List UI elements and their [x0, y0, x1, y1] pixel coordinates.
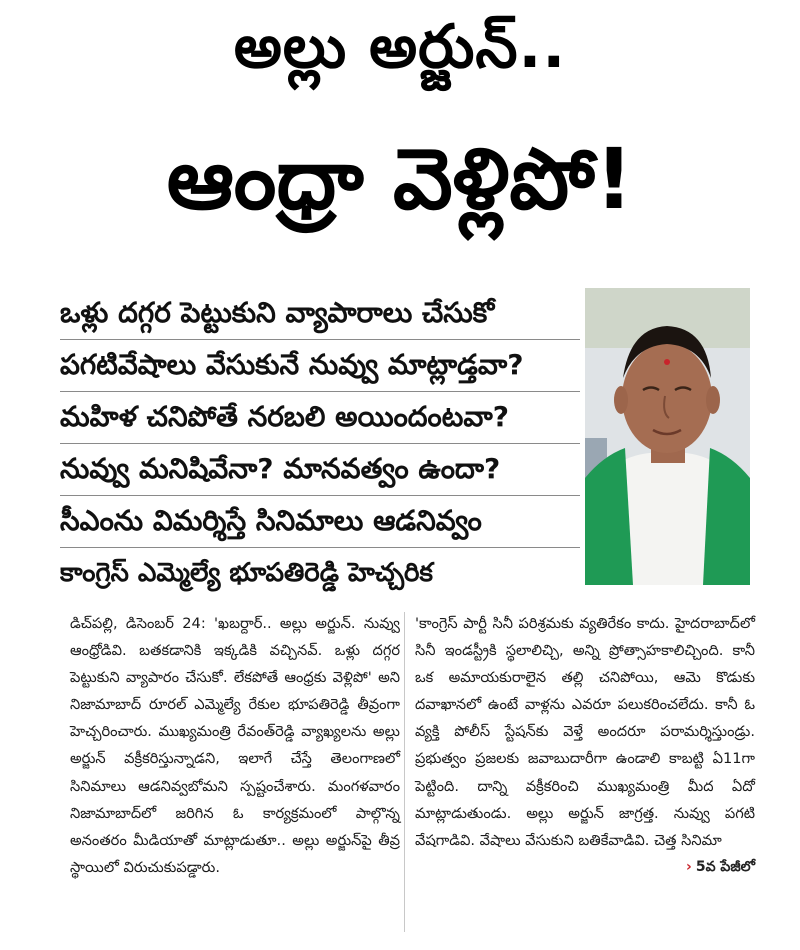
deck [60, 288, 580, 599]
article-paragraph: డిచ్‌పల్లి, డిసెంబర్ 24: 'ఖబర్దార్.. అల్లు అర్జున్. నువ్వు ఆంధ్రోడివి. బతకడానికి ఇక్కడికి వచ్చినవ్. ఒళ్లు దగ్గర పెట్టుకుని వ్యాపారం చేసుకో. లేకపోతే ఆంధ్రకు వెళ్లిపో' అని నిజామాబాద్ రూరల్ ఎమ్మెల్యే రేకుల భూపతిరెడ్డి తీవ్రంగా హెచ్చరించారు. ముఖ్యమంత్రి రేవంత్‌రెడ్డి వ్యాఖ్యలను అల్లు అర్జున్ వక్రీకరిస్తున్నాడని, ఇలాగే చేస్తే తెలంగాణలో సినిమాలు ఆడనివ్వబోమని స్పష్టంచేశారు. మంగళవారం నిజామాబాద్‌లో జరిగిన ఓ కార్యక్రమంలో పాల్గొన్న అనంతరం మీడియాతో మాట్లాడుతూ.. అల్లు అర్జున్‌పై తీవ్ర స్థాయిలో విరుచుకుపడ్డారు. [70, 615, 400, 876]
deck-byline: కాంగ్రెస్ ఎమ్మెల్యే భూపతిరెడ్డి హెచ్చరిక [60, 558, 434, 588]
portrait-illustration [585, 288, 750, 585]
deck-line: పగటివేషాలు వేసుకునే నువ్వు మాట్లాడ్తవా? [60, 340, 580, 392]
continued-reference [415, 854, 755, 881]
deck-line: నువ్వు మనిషివేనా? మానవత్వం ఉందా? [60, 444, 580, 496]
deck-line: మహిళ చనిపోతే నరబలి అయిందంటవా? [60, 392, 580, 444]
headline-line-2: ఆంధ్రా వెళ్లిపో! [166, 130, 634, 228]
article-column-right [415, 610, 755, 940]
column-divider [404, 612, 405, 932]
headline-line-1: అల్లు అర్జున్.. [233, 12, 567, 82]
article-paragraph: 'కాంగ్రెస్ పార్టీ సినీ పరిశ్రమకు వ్యతిరేకం కాదు. హైదరాబాద్‌లో సినీ ఇండస్ట్రీకి స్థలాలిచ్చి, అన్ని ప్రోత్సాహకాలిచ్చింది. కానీ ఒక అమాయకురాలైన తల్లి చనిపోయి, ఆమె కొడుకు దవాఖానలో ఉంటే వాళ్లను ఎవరూ పలుకరించలేదు. కానీ ఓ వ్యక్తి పోలీస్ స్టేషన్‌కు వెళ్తే అందరూ పరామర్శిస్తుండ్రు. ప్రభుత్వం ప్రజలకు జవాబుదారీగా ఉండాలి కాబట్టి ఏ11గా పెట్టింది. దాన్ని వక్రీకరించి ముఖ్యమంత్రి మీద ఏదో మాట్లాడుతుండు. అల్లు అర్జున్ జాగ్రత్త. నువ్వు పగటి వేషగాడివి. వేషాలు వేసుకుని బతికేవాడివి. చెత్త సినిమా [415, 615, 755, 849]
portrait-photo [585, 288, 750, 585]
deck-line: ఒళ్లు దగ్గర పెట్టుకుని వ్యాపారాలు చేసుకో [60, 288, 580, 340]
deck-line: సీఎంను విమర్శిస్తే సినిమాలు ఆడనివ్వం [60, 496, 580, 548]
chevron-right-icon: › [686, 858, 692, 875]
article-column-left [70, 610, 400, 940]
continued-label: 5వ పేజీలో [695, 858, 755, 875]
